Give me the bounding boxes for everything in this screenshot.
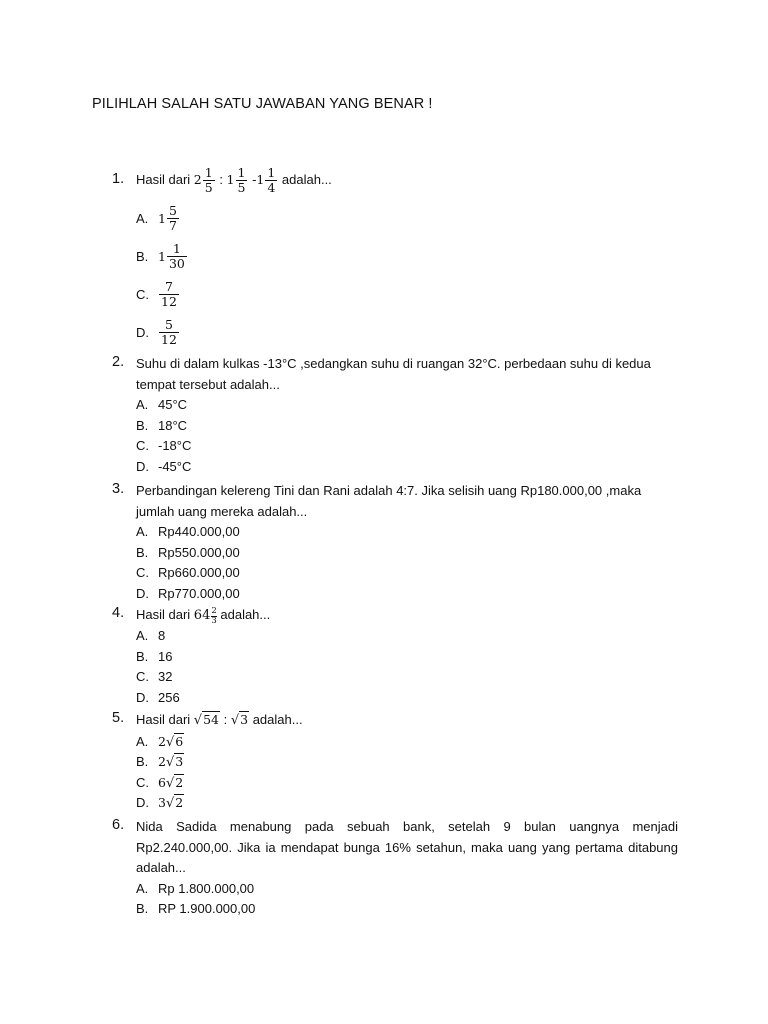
radical-sign: √ (230, 713, 240, 728)
mixed-number-whole: 1 (256, 171, 265, 187)
option-letter: D. (136, 795, 149, 810)
option-letter: B. (136, 648, 149, 664)
radical-sign: √ (193, 713, 203, 728)
option-text: Rp550.000,00 (158, 544, 240, 560)
option-c[interactable] (136, 667, 678, 688)
mixed-number-whole: 2 (193, 171, 202, 187)
fraction-numerator: 5 (168, 202, 177, 218)
question-prefix: Hasil dari (136, 712, 194, 727)
question-suffix: adalah... (249, 712, 303, 727)
fraction-numerator: 1 (172, 240, 181, 256)
option-letter: C. (136, 774, 149, 790)
question-suffix: adalah... (216, 607, 271, 622)
answer-options (136, 199, 678, 351)
question-number: 1. (112, 171, 125, 187)
option-letter: D. (136, 324, 149, 340)
option-a[interactable] (136, 395, 678, 416)
option-c[interactable] (136, 773, 678, 794)
option-c[interactable] (136, 436, 678, 457)
option-letter: A. (136, 628, 149, 643)
question-3 (112, 481, 678, 604)
option-text: Rp 1.800.000,00 (158, 880, 255, 896)
coefficient: 6 (158, 774, 166, 790)
mixed-number-whole: 1 (158, 210, 166, 226)
option-a[interactable] (136, 732, 678, 753)
fraction (167, 204, 179, 233)
fraction-numerator: 1 (267, 164, 276, 180)
option-d[interactable] (136, 584, 678, 605)
option-letter: B. (136, 901, 149, 916)
question-text: Suhu di dalam kulkas -13°C ,sedangkan suhu di ruangan 32°C. perbedaan suhu di kedua tempat tersebut adalah... (136, 356, 651, 392)
coefficient: 2 (158, 754, 166, 769)
radical-expression (158, 775, 184, 790)
question-number: 6. (112, 817, 125, 833)
option-letter: B. (136, 544, 149, 560)
power-base: 64 (193, 608, 211, 623)
radical-sign: √ (165, 775, 175, 791)
option-a[interactable] (136, 522, 678, 543)
question-5 (112, 710, 678, 814)
option-c[interactable] (136, 275, 678, 313)
option-text: 18°C (158, 417, 188, 433)
fraction-denominator: 5 (237, 179, 246, 195)
fraction (203, 166, 215, 195)
question-prefix: Hasil dari (136, 171, 194, 187)
option-text: RP 1.900.000,00 (158, 901, 256, 916)
mixed-number-whole: 1 (226, 171, 235, 187)
fraction-denominator: 30 (168, 255, 185, 271)
option-letter: D. (136, 458, 149, 474)
question-text (136, 710, 678, 732)
fraction-numerator: 1 (237, 164, 246, 180)
answer-options (136, 732, 678, 814)
fraction-denominator: 5 (204, 179, 213, 195)
option-letter: D. (136, 689, 149, 705)
operator: : (215, 171, 227, 187)
option-letter: A. (136, 733, 149, 749)
option-letter: C. (136, 565, 149, 580)
question-suffix: adalah... (278, 171, 332, 187)
fraction (159, 318, 179, 347)
option-d[interactable] (136, 688, 678, 709)
radical-sign: √ (165, 734, 175, 750)
operator: - (248, 171, 257, 187)
option-text: 16 (158, 648, 173, 664)
question-text (136, 161, 678, 199)
fraction-denominator: 12 (161, 293, 177, 309)
option-letter: C. (136, 286, 149, 302)
fraction-numerator: 7 (164, 278, 173, 294)
option-letter: C. (136, 669, 149, 684)
question-text: Perbandingan kelereng Tini dan Rani adalah 4:7. Jika selisih uang Rp180.000,00 ,maka jumlah uang mereka adalah... (136, 483, 642, 519)
option-text: -18°C (158, 438, 192, 453)
square-root (194, 712, 220, 727)
radicand: 3 (175, 754, 184, 769)
fraction-numerator: 1 (204, 164, 213, 180)
question-number: 3. (112, 481, 125, 497)
option-b[interactable] (136, 543, 678, 564)
radical-expression (158, 754, 184, 769)
question-number: 4. (112, 605, 125, 621)
radicand: 6 (175, 733, 184, 749)
option-text: Rp440.000,00 (158, 524, 240, 539)
radicand: 54 (203, 712, 219, 727)
answer-options (136, 879, 678, 920)
question-number: 2. (112, 354, 125, 370)
option-letter: B. (136, 248, 149, 264)
option-b[interactable] (136, 899, 678, 920)
exponent-numerator: 2 (211, 606, 217, 616)
fraction-numerator: 5 (164, 316, 173, 332)
option-text: 256 (158, 689, 180, 705)
option-text: 8 (158, 628, 166, 643)
option-letter: B. (136, 754, 149, 769)
option-text: Rp770.000,00 (158, 585, 240, 601)
option-letter: A. (136, 210, 149, 226)
fraction-denominator: 7 (168, 217, 177, 233)
fraction (167, 242, 187, 271)
mixed-number-whole: 1 (158, 248, 166, 264)
radicand: 2 (175, 774, 184, 790)
option-d[interactable] (136, 313, 678, 351)
option-letter: B. (136, 417, 149, 433)
question-4 (112, 604, 678, 708)
option-letter: A. (136, 880, 149, 896)
radical-sign: √ (165, 796, 175, 811)
option-a[interactable] (136, 879, 678, 900)
option-c[interactable] (136, 563, 678, 584)
option-text: Rp660.000,00 (158, 565, 240, 580)
option-text: -45°C (158, 458, 192, 474)
radical-expression (158, 795, 184, 810)
fraction (159, 280, 179, 309)
answer-options (136, 626, 678, 708)
option-a[interactable] (136, 199, 678, 237)
answer-options (136, 522, 678, 604)
square-root (231, 712, 249, 727)
option-a[interactable] (136, 626, 678, 647)
page-title: PILIHLAH SALAH SATU JAWABAN YANG BENAR ! (92, 96, 433, 112)
option-letter: A. (136, 524, 149, 539)
option-letter: A. (136, 397, 149, 412)
question-number: 5. (112, 710, 125, 726)
question-text (136, 604, 678, 626)
operator: : (220, 712, 231, 727)
option-b[interactable] (136, 416, 678, 437)
question-prefix: Hasil dari (136, 607, 194, 622)
question-1 (112, 161, 678, 351)
fraction (265, 166, 277, 195)
answer-options (136, 395, 678, 477)
question-2 (112, 354, 678, 477)
radical-sign: √ (165, 755, 175, 770)
option-d[interactable] (136, 457, 678, 478)
option-b[interactable] (136, 647, 678, 668)
option-text: 45°C (158, 397, 188, 412)
fraction (236, 166, 248, 195)
radicand: 3 (240, 712, 249, 727)
coefficient: 3 (158, 795, 166, 810)
option-letter: D. (136, 585, 149, 601)
fraction-denominator: 12 (161, 331, 177, 347)
fraction-denominator: 4 (267, 179, 276, 195)
option-b[interactable] (136, 237, 678, 275)
radicand: 2 (175, 795, 184, 810)
option-letter: C. (136, 438, 149, 453)
option-b[interactable] (136, 752, 678, 773)
question-6 (112, 817, 678, 920)
exponent-denominator: 3 (211, 616, 217, 626)
option-d[interactable] (136, 793, 678, 814)
radical-expression (158, 734, 184, 749)
coefficient: 2 (158, 733, 166, 749)
option-text: 32 (158, 669, 173, 684)
question-text: Nida Sadida menabung pada sebuah bank, setelah 9 bulan uangnya menjadi Rp2.240.000,00. Jika ia mendapat bunga 16% setahun, maka uang yang pertama ditabung adalah... (136, 819, 678, 875)
